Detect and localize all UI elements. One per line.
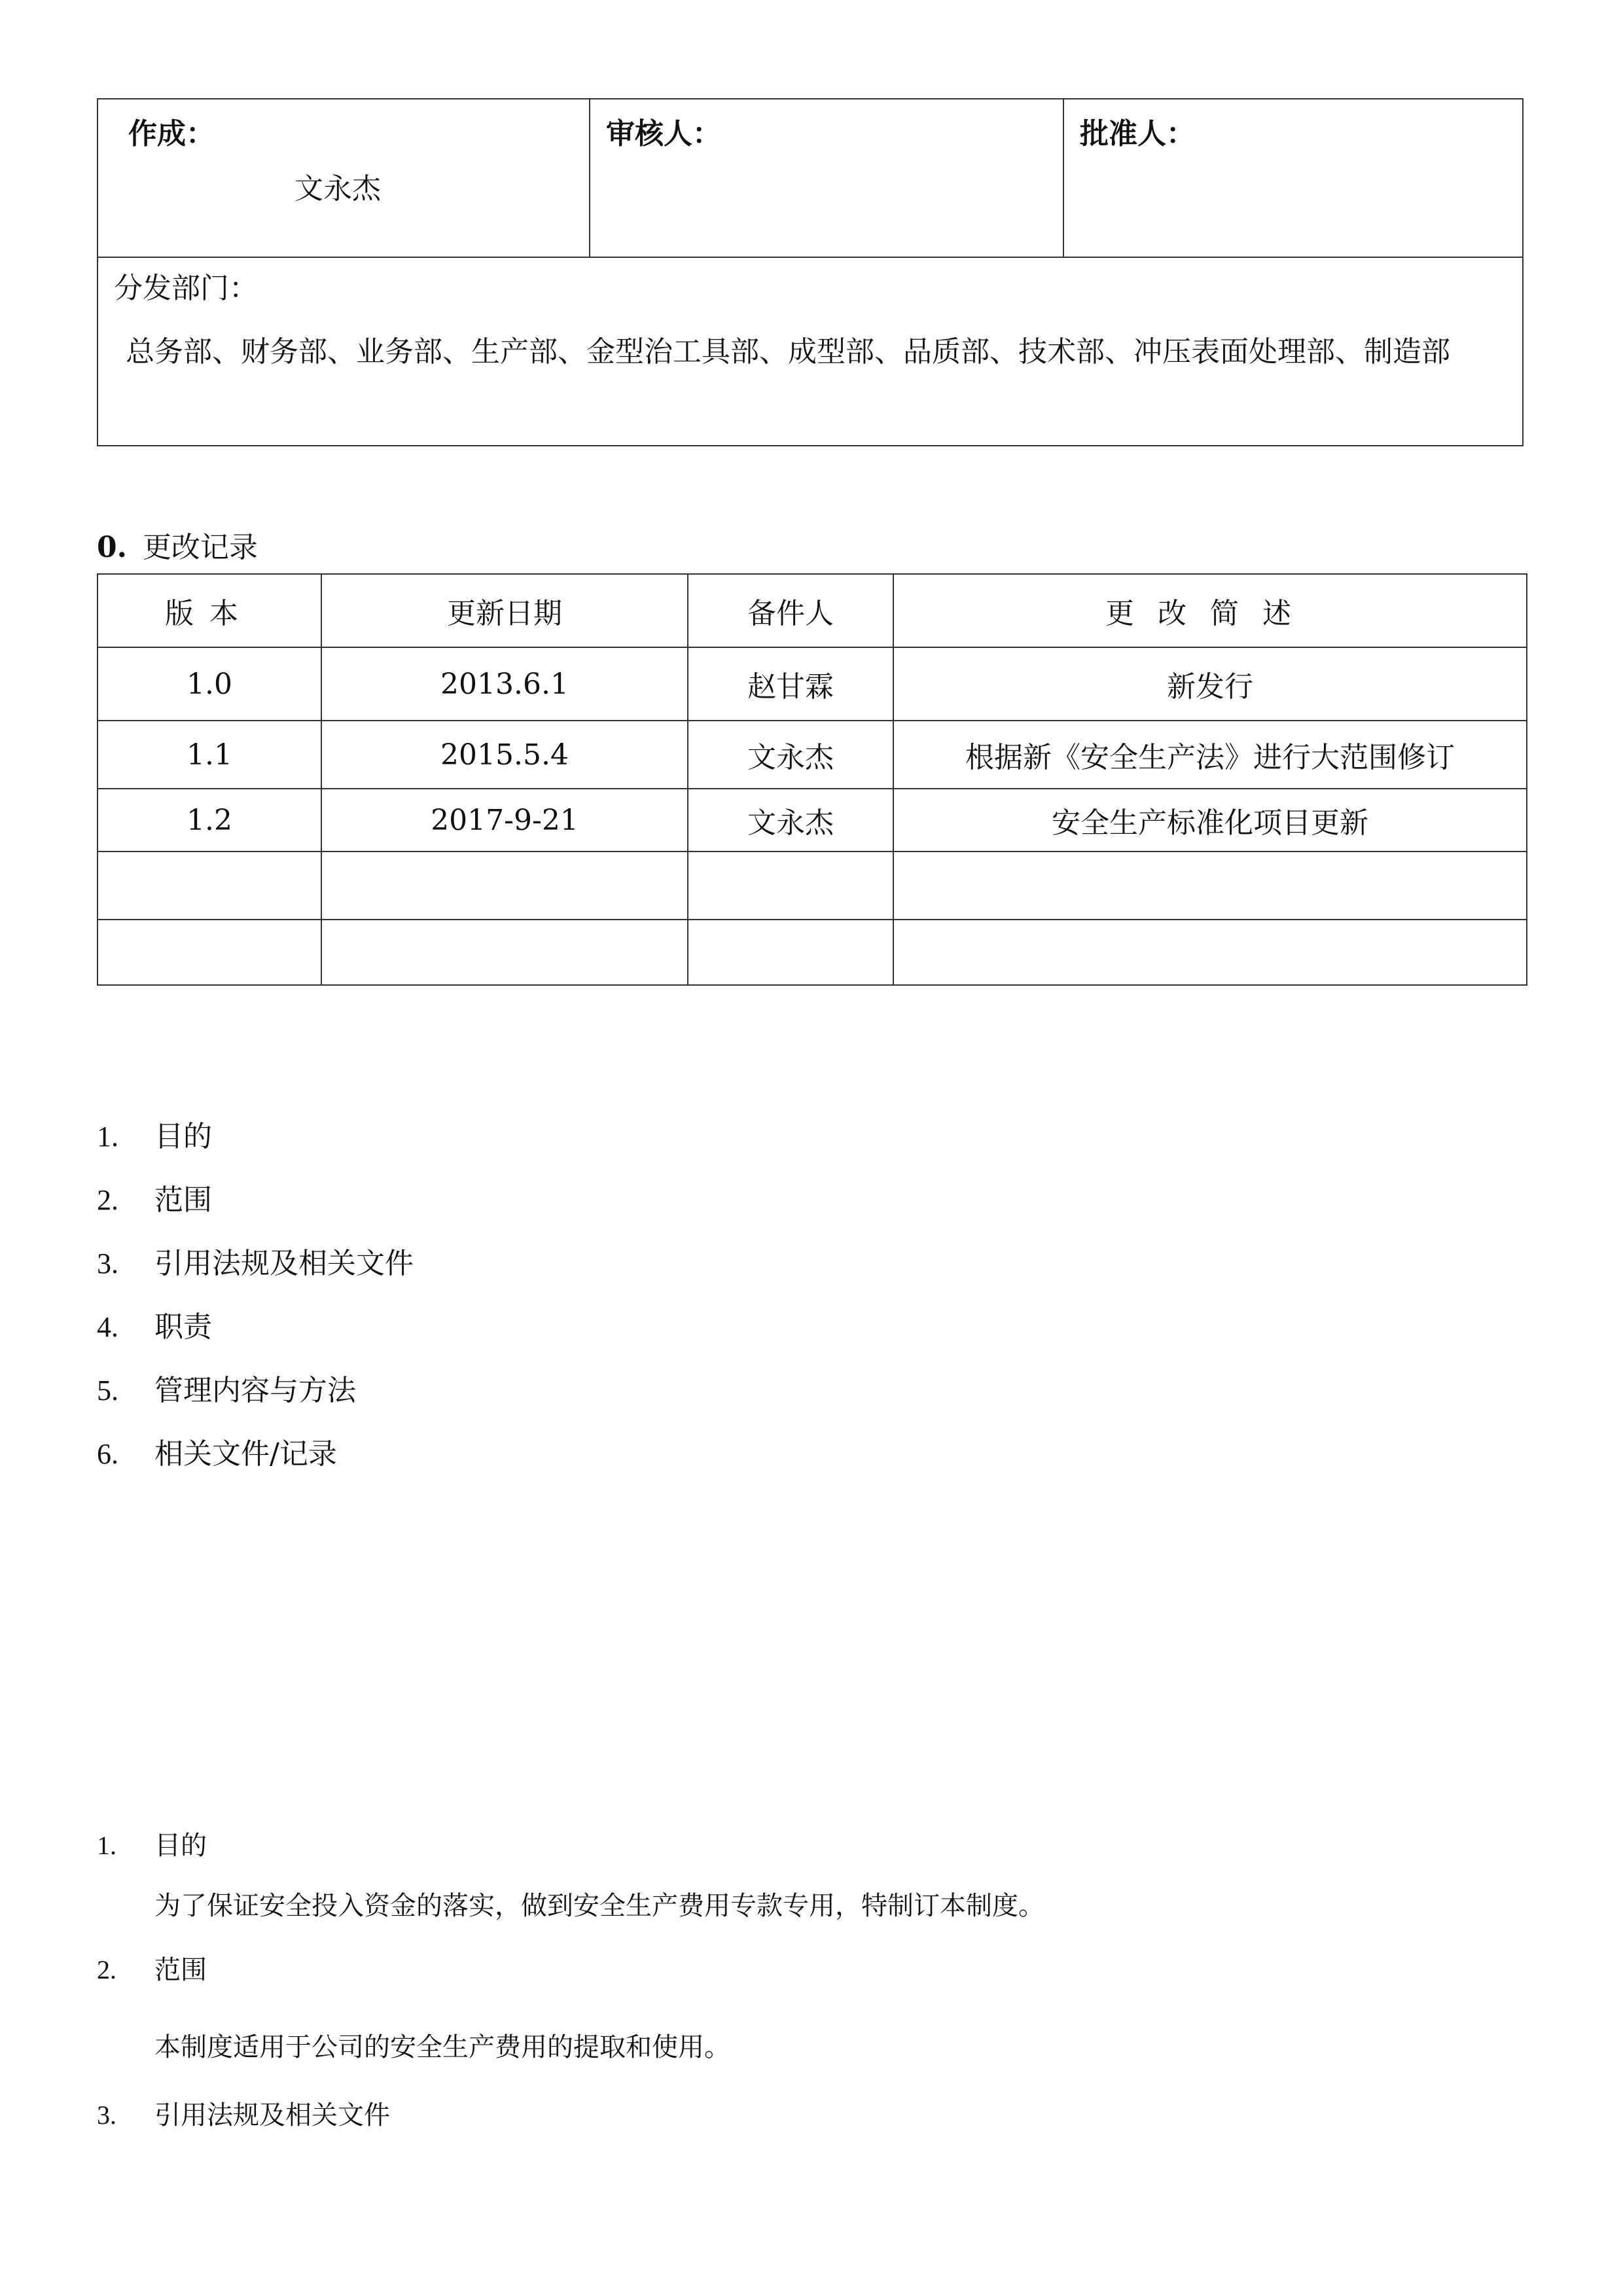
cell-version	[98, 920, 321, 985]
header-version: 版本	[98, 574, 321, 647]
header-change-summary: 更改简述	[893, 574, 1527, 647]
table-row	[98, 789, 1527, 852]
table-header-row	[98, 574, 1527, 647]
toc-number: 4.	[97, 1311, 118, 1343]
approver-label: 批准人：	[1080, 117, 1195, 151]
cell-date: 2015.5.4	[321, 721, 688, 789]
toc-number: 2.	[97, 1184, 118, 1216]
change-record-table	[97, 573, 1527, 986]
cell-summary: 新发行	[893, 647, 1527, 721]
section-heading-scope	[97, 1949, 207, 1986]
cell-summary: 根据新《安全生产法》进行大范围修订	[893, 721, 1527, 789]
cell-version	[98, 852, 321, 920]
cell-version: 1.2	[98, 789, 321, 852]
table-row-empty	[98, 920, 1527, 985]
cell-editor	[688, 920, 893, 985]
cell-editor	[688, 852, 893, 920]
toc-number: 5.	[97, 1374, 118, 1407]
section-text-scope: 本制度适用于公司的安全生产费用的提取和使用。	[154, 2032, 730, 2062]
cell-editor: 文永杰	[688, 721, 893, 789]
table-row-empty	[98, 852, 1527, 920]
section-heading-references	[97, 2094, 390, 2132]
toc-title: 相关文件/记录	[154, 1437, 337, 1471]
section-title: 范围	[154, 1955, 207, 1985]
toc-item	[97, 1176, 414, 1240]
cell-version: 1.1	[98, 721, 321, 789]
header-update-date: 更新日期	[321, 574, 688, 647]
author-label: 作成：	[128, 117, 215, 151]
distribution-departments: 总务部、财务部、业务部、生产部、金型治工具部、成型部、品质部、技术部、冲压表面处理部、制造部	[126, 335, 1450, 368]
cell-date: 2017-9-21	[321, 789, 688, 852]
cell-editor: 文永杰	[688, 789, 893, 852]
toc-number: 1.	[97, 1121, 118, 1153]
toc-item	[97, 1113, 414, 1176]
section-number: 2.	[97, 1955, 116, 1984]
cell-date: 2013.6.1	[321, 647, 688, 721]
distribution-label: 分发部门：	[114, 272, 258, 305]
toc-item	[97, 1303, 414, 1367]
section-number: 1.	[97, 1831, 116, 1860]
section-title: 目的	[154, 1831, 207, 1861]
section-heading-purpose	[97, 1825, 207, 1862]
toc-title: 职责	[154, 1310, 212, 1344]
toc-item	[97, 1367, 414, 1430]
author-cell	[98, 99, 590, 257]
cell-editor: 赵甘霖	[688, 647, 893, 721]
section-title: 引用法规及相关文件	[154, 2100, 390, 2130]
toc-item	[97, 1430, 414, 1494]
toc-title: 引用法规及相关文件	[154, 1247, 414, 1280]
toc-title: 管理内容与方法	[154, 1374, 356, 1407]
table-row	[98, 721, 1527, 789]
section-text-purpose: 为了保证安全投入资金的落实，做到安全生产费用专款专用，特制订本制度。	[154, 1891, 1044, 1921]
reviewer-label: 审核人：	[606, 117, 721, 151]
table-of-contents	[97, 1113, 414, 1494]
section-number: 0.	[97, 531, 127, 564]
toc-item	[97, 1240, 414, 1303]
toc-title: 目的	[154, 1120, 212, 1153]
cell-summary	[893, 920, 1527, 985]
toc-number: 6.	[97, 1438, 118, 1470]
approval-signature-row	[98, 99, 1522, 258]
table-row	[98, 647, 1527, 721]
author-name: 文永杰	[294, 172, 381, 206]
cell-date	[321, 920, 688, 985]
reviewer-cell	[590, 99, 1064, 257]
cell-summary: 安全生产标准化项目更新	[893, 789, 1527, 852]
header-editor: 备件人	[688, 574, 893, 647]
section-number: 3.	[97, 2100, 116, 2130]
change-record-heading	[97, 524, 258, 565]
cell-date	[321, 852, 688, 920]
section-title: 更改记录	[142, 531, 258, 564]
toc-title: 范围	[154, 1183, 212, 1217]
cell-version: 1.0	[98, 647, 321, 721]
approval-box	[97, 98, 1524, 446]
toc-number: 3.	[97, 1247, 118, 1280]
cell-summary	[893, 852, 1527, 920]
approver-cell	[1064, 99, 1522, 257]
